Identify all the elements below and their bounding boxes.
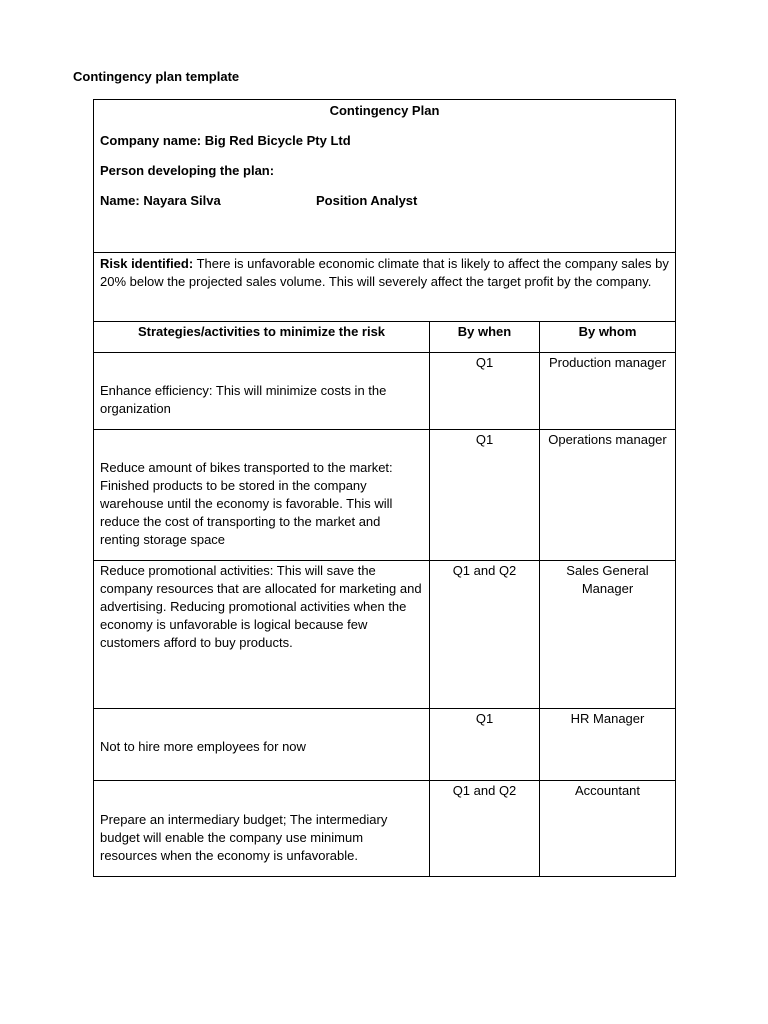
company-name: Company name: Big Red Bicycle Pty Ltd xyxy=(100,133,351,148)
by-whom-text: Accountant xyxy=(574,783,641,798)
risk-label: Risk identified: xyxy=(100,256,194,271)
strategy-text: Reduce promotional activities: This will save the company resources that are allocated for marketing and advertising. Reducing promotional activities when the economy is unfavorable is logical because few customers afford to buy products. xyxy=(100,563,422,650)
table-row xyxy=(94,430,676,561)
plan-header-row xyxy=(94,100,676,253)
by-whom-cell xyxy=(540,430,676,561)
page-title: Contingency plan template xyxy=(73,69,240,84)
col-header-strategy: Strategies/activities to minimize the risk xyxy=(94,322,430,353)
risk-cell xyxy=(94,253,676,322)
by-when-text: Q1 xyxy=(475,432,494,447)
strategy-cell xyxy=(94,353,430,430)
table-row xyxy=(94,781,676,877)
column-header-row xyxy=(94,322,676,353)
by-when-cell xyxy=(430,781,540,877)
by-whom-cell xyxy=(540,561,676,709)
by-when-text: Q1 xyxy=(475,355,494,370)
col-header-by-whom: By whom xyxy=(540,322,676,353)
by-whom-text: Production manager xyxy=(548,355,667,370)
by-whom-text: Operations manager xyxy=(548,432,667,447)
strategy-text: Not to hire more employees for now xyxy=(100,739,306,754)
table-row xyxy=(94,353,676,430)
risk-row xyxy=(94,253,676,322)
table-row xyxy=(94,709,676,781)
by-when-text: Q1 and Q2 xyxy=(452,783,517,798)
strategy-cell xyxy=(94,781,430,877)
name-position-row xyxy=(100,192,669,210)
developer-name: Name: Nayara Silva xyxy=(100,193,221,208)
by-whom-text: HR Manager xyxy=(570,711,645,726)
by-when-cell xyxy=(430,430,540,561)
developer-position: Position Analyst xyxy=(316,193,418,208)
by-when-cell xyxy=(430,561,540,709)
plan-header-cell xyxy=(94,100,676,253)
col-header-by-when: By when xyxy=(430,322,540,353)
strategy-cell xyxy=(94,709,430,781)
by-whom-cell xyxy=(540,781,676,877)
plan-title: Contingency Plan xyxy=(329,103,440,118)
strategy-cell xyxy=(94,561,430,709)
person-developing: Person developing the plan: xyxy=(100,163,275,178)
by-whom-cell xyxy=(540,709,676,781)
risk-text: There is unfavorable economic climate that is likely to affect the company sales by 20% below the projected sales volume. This will severely affect the target profit by the company. xyxy=(100,256,669,289)
by-when-cell xyxy=(430,353,540,430)
strategy-cell xyxy=(94,430,430,561)
table-row xyxy=(94,561,676,709)
strategy-text: Prepare an intermediary budget; The intermediary budget will enable the company use minimum resources when the economy is unfavorable. xyxy=(100,812,388,863)
by-whom-cell xyxy=(540,353,676,430)
contingency-plan-table xyxy=(93,99,676,877)
strategy-text: Reduce amount of bikes transported to the market: Finished products to be stored in the company warehouse until the economy is favorable. This will reduce the cost of transporting to the market and renting storage space xyxy=(100,460,393,547)
by-when-text: Q1 xyxy=(475,711,494,726)
by-when-text: Q1 and Q2 xyxy=(452,563,517,578)
by-when-cell xyxy=(430,709,540,781)
strategy-text: Enhance efficiency: This will minimize costs in the organization xyxy=(100,383,387,416)
by-whom-text: Sales General Manager xyxy=(566,563,649,596)
